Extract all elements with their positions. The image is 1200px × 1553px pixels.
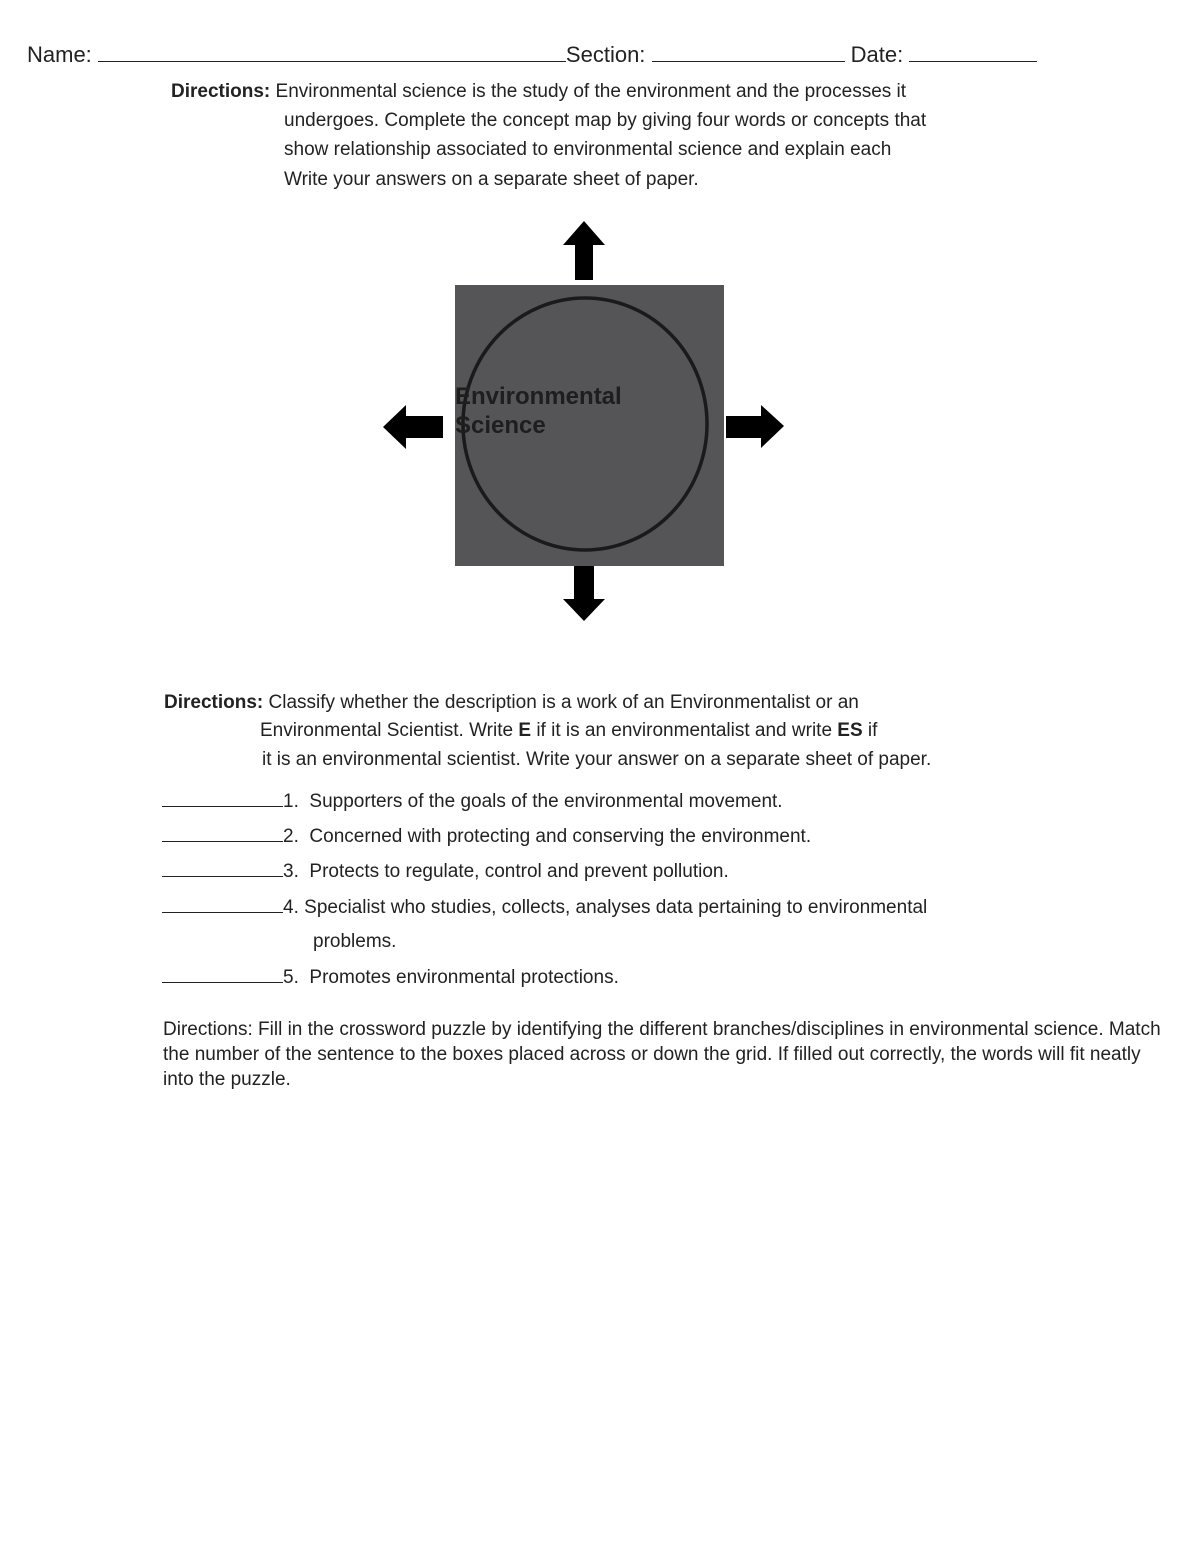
item-text: Concerned with protecting and conserving the environment.: [309, 826, 812, 847]
item-text: Protects to regulate, control and prevent pollution.: [309, 861, 729, 882]
answer-blank[interactable]: [162, 896, 283, 913]
arrow-right-icon: [726, 405, 784, 448]
directions-line: it is an environmental scientist. Write your answer on a separate sheet of paper.: [262, 749, 932, 770]
concept-map: [378, 218, 798, 628]
directions-line: Environmental science is the study of the environment and the processes it: [275, 81, 907, 102]
item-text: Promotes environmental protections.: [309, 967, 619, 988]
classify-directions-line2: [260, 716, 877, 745]
item-number: 1.: [283, 791, 299, 812]
worksheet-header: [27, 42, 1037, 68]
section-blank[interactable]: [652, 43, 845, 62]
item-number: 2.: [283, 826, 299, 847]
directions-line: show relationship associated to environmental science and explain each: [284, 139, 892, 160]
directions-text: Environmental Scientist. Write: [260, 720, 519, 741]
answer-blank[interactable]: [162, 860, 283, 877]
arrow-up-icon: [563, 221, 605, 280]
answer-blank[interactable]: [162, 790, 283, 807]
list-item: [162, 790, 783, 813]
date-label: Date:: [850, 42, 904, 67]
center-label-line: Science: [455, 412, 546, 439]
directions-line: Classify whether the description is a work of an Environmentalist or an: [268, 692, 859, 713]
directions-line: undergoes. Complete the concept map by giving four words or concepts that: [284, 110, 927, 131]
answer-blank[interactable]: [162, 966, 283, 983]
directions-label: Directions:: [171, 81, 271, 102]
item-text: Supporters of the goals of the environmental movement.: [309, 791, 783, 812]
arrow-down-icon: [563, 566, 605, 621]
code-es: ES: [837, 720, 863, 741]
list-item: [162, 860, 729, 883]
item-number: 3.: [283, 861, 299, 882]
directions-text: if: [862, 720, 878, 741]
center-label-line: Environmental: [455, 383, 622, 410]
code-e: E: [518, 720, 532, 741]
item-text: Specialist who studies, collects, analyses data pertaining to environmental: [304, 897, 928, 918]
answer-blank[interactable]: [162, 825, 283, 842]
directions-label: Directions:: [164, 692, 264, 713]
name-label: Name:: [27, 42, 92, 67]
crossword-directions: Directions: Fill in the crossword puzzle by identifying the different branches/disciplines in environmental science. Match the number of the sentence to the boxes placed across or down the grid. If filled out correctly, the words will fit neatly into the puzzle.: [163, 1019, 1161, 1090]
classify-directions: [164, 688, 859, 717]
date-blank[interactable]: [909, 43, 1037, 62]
list-item: [162, 896, 927, 919]
item-number: 4.: [283, 897, 299, 918]
name-blank[interactable]: [98, 43, 566, 62]
arrow-left-icon: [383, 405, 443, 449]
section-label: Section:: [565, 42, 646, 67]
item-continuation: problems.: [313, 931, 397, 952]
list-item: [162, 966, 619, 989]
item-number: 5.: [283, 967, 299, 988]
directions-text: if it is an environmentalist and write: [531, 720, 838, 741]
center-label: [455, 382, 622, 440]
list-item: [162, 825, 811, 848]
directions-line: Write your answers on a separate sheet of paper.: [284, 169, 699, 190]
concept-map-directions: [171, 77, 906, 107]
